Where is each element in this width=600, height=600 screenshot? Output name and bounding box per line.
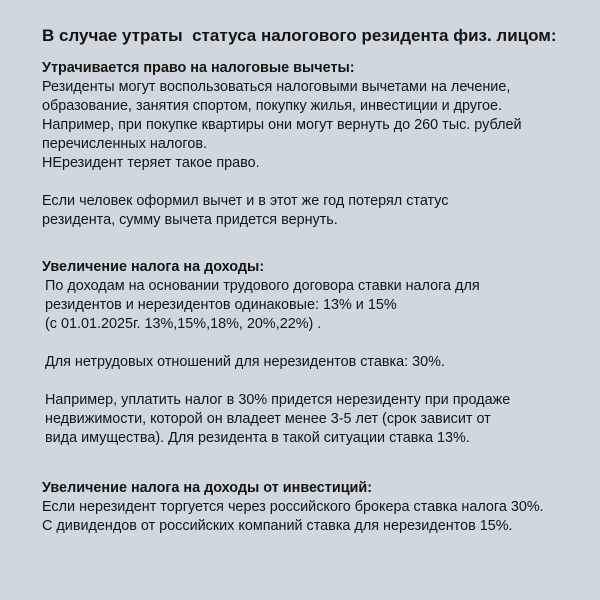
paragraph-line: Для нетрудовых отношений для нерезидентов ставка: 30%. bbox=[45, 354, 445, 370]
blank-line bbox=[42, 173, 587, 192]
paragraph-line: С дивидендов от российских компаний ставка для нерезидентов 15%. bbox=[42, 518, 513, 534]
paragraph-line: вида имущества). Для резидента в такой ситуации ставка 13%. bbox=[45, 430, 470, 446]
paragraph-line: НЕрезидент теряет такое право. bbox=[42, 155, 260, 171]
paragraph-line: недвижимости, которой он владеет менее 3-5 лет (срок зависит от bbox=[45, 411, 491, 427]
section-income-tax-increase bbox=[42, 258, 587, 448]
section-tax-deductions bbox=[42, 59, 587, 230]
paragraph-line: Например, уплатить налог в 30% придется нерезиденту при продаже bbox=[45, 392, 511, 408]
section-heading: Увеличение налога на доходы: bbox=[42, 259, 265, 275]
paragraph-line: резидентов и нерезидентов одинаковые: 13% и 15% bbox=[45, 297, 397, 313]
blank-line bbox=[42, 372, 587, 391]
section-heading: Увеличение налога на доходы от инвестиций: bbox=[42, 480, 373, 496]
blank-line bbox=[42, 334, 587, 353]
section-heading: Утрачивается право на налоговые вычеты: bbox=[42, 60, 355, 76]
page-title: В случае утраты статуса налогового резидента физ. лицом: bbox=[42, 26, 557, 45]
paragraph-line: образование, занятия спортом, покупку жилья, инвестиции и другое. bbox=[42, 98, 503, 114]
paragraph-line: перечисленных налогов. bbox=[42, 136, 207, 152]
paragraph-line: Например, при покупке квартиры они могут вернуть до 260 тыс. рублей bbox=[42, 117, 522, 133]
paragraph-line: резидента, сумму вычета придется вернуть. bbox=[42, 212, 338, 228]
paragraph-line: По доходам на основании трудового договора ставки налога для bbox=[45, 278, 480, 294]
paragraph-line: Если нерезидент торгуется через российского брокера ставка налога 30%. bbox=[42, 499, 544, 515]
section-investment-income-tax bbox=[42, 479, 587, 536]
paragraph-line: (с 01.01.2025г. 13%,15%,18%, 20%,22%) . bbox=[45, 316, 322, 332]
paragraph-line: Если человек оформил вычет и в этот же год потерял статус bbox=[42, 193, 449, 209]
paragraph-line: Резиденты могут воспользоваться налоговыми вычетами на лечение, bbox=[42, 79, 511, 95]
